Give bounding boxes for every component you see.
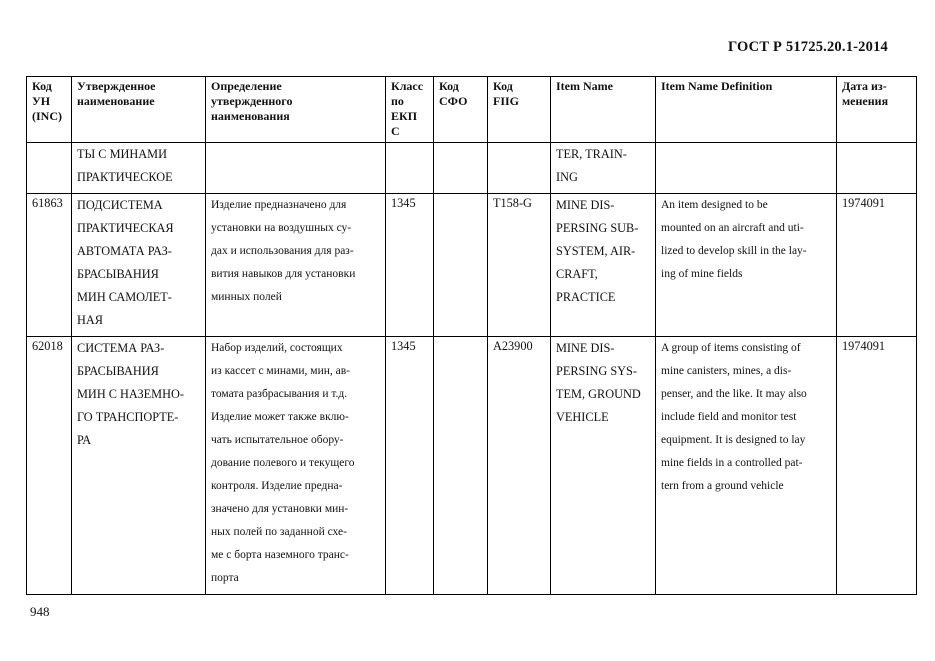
table-row (27, 337, 917, 595)
inc-cell: 62018 (32, 339, 63, 353)
text-line: установки на воздушных су- (211, 222, 352, 234)
header-text-line: С (391, 124, 400, 138)
header-text-line: Код (493, 79, 513, 93)
text-line: mounted on an aircraft and uti- (661, 222, 804, 234)
text-line: lized to develop skill in the lay- (661, 245, 807, 257)
inc-cell: 61863 (32, 196, 63, 210)
text-line: значено для установки мин- (211, 503, 349, 515)
header-text-line: Item Name Definition (661, 79, 773, 93)
text-line: чать испытательное обору- (211, 434, 344, 446)
header-text-line: Определение (211, 79, 282, 93)
text-line: Набор изделий, состоящих (211, 342, 343, 354)
text-line: SYSTEM, AIR- (556, 244, 636, 258)
text-line: An item designed to be (661, 199, 768, 211)
text-line: ing of mine fields (661, 268, 743, 280)
class-cell: 1345 (391, 339, 416, 353)
col-header-class (386, 77, 434, 143)
item-definition-cell (656, 337, 836, 498)
header-text-line: FIIG (493, 94, 520, 108)
text-line: дование полевого и текущего (211, 457, 355, 469)
header-text-line: УН (32, 94, 51, 108)
definition-cell (206, 337, 385, 590)
text-line: ТЫ С МИНАМИ (77, 147, 167, 161)
text-line: из кассет с минами, мин, ав- (211, 365, 350, 377)
text-line: A group of items consisting of (661, 342, 801, 354)
text-line: МИН С НАЗЕМНО- (77, 387, 184, 401)
text-line: Изделие может также вклю- (211, 411, 349, 423)
text-line: БРАСЫВАНИЯ (77, 267, 159, 281)
text-line: PERSING SUB- (556, 221, 639, 235)
col-header-item-name-definition (656, 77, 837, 143)
header-text-line: СФО (439, 94, 468, 108)
text-line: томата разбрасывания и т.д. (211, 388, 348, 400)
text-line: CRAFT, (556, 267, 598, 281)
text-line: СИСТЕМА РАЗ- (77, 341, 165, 355)
col-header-fiig (488, 77, 551, 143)
table-row (27, 194, 917, 337)
header-text-line: по (391, 94, 404, 108)
header-text-line: наименование (77, 94, 155, 108)
text-line: РА (77, 433, 92, 447)
header-text-line: Код (439, 79, 459, 93)
col-header-approved-name (72, 77, 206, 143)
approved-name-cell (72, 337, 205, 452)
text-line: ГО ТРАНСПОРТЕ- (77, 410, 179, 424)
text-line: БРАСЫВАНИЯ (77, 364, 159, 378)
approved-name-cell (72, 194, 205, 332)
text-line: вития навыков для установки (211, 268, 356, 280)
text-line: PERSING SYS- (556, 364, 637, 378)
text-line: ных полей по заданной схе- (211, 526, 347, 538)
text-line: equipment. It is designed to lay (661, 434, 806, 446)
header-text-line: Item Name (556, 79, 613, 93)
page-number: 948 (30, 604, 50, 619)
header-text-line: Утвержденное (77, 79, 156, 93)
header-text-line: ЕКП (391, 109, 418, 123)
text-line: MINE DIS- (556, 341, 615, 355)
header-text-line: Класс (391, 79, 424, 93)
text-line: mine canisters, mines, a dis- (661, 365, 792, 377)
text-line: дах и использования для раз- (211, 245, 354, 257)
item-definition-cell (656, 194, 836, 286)
text-line: порта (211, 572, 239, 584)
text-line: include field and monitor test (661, 411, 797, 423)
approved-name-cell (72, 143, 205, 189)
definition-cell (206, 194, 385, 309)
table-header-row (27, 77, 917, 143)
sfo-cell (434, 337, 487, 339)
fiig-cell: A23900 (493, 339, 533, 353)
item-name-cell (551, 143, 655, 189)
text-line: АВТОМАТА РАЗ- (77, 244, 172, 258)
sfo-cell (434, 194, 487, 196)
col-header-definition (206, 77, 386, 143)
catalog-table (26, 76, 917, 595)
text-line: MINE DIS- (556, 198, 615, 212)
table-row (27, 143, 917, 194)
class-cell: 1345 (391, 196, 416, 210)
text-line: минных полей (211, 291, 282, 303)
text-line: ING (556, 170, 578, 184)
header-text-line: Дата из- (842, 79, 887, 93)
item-name-cell (551, 337, 655, 429)
col-header-sfo (434, 77, 488, 143)
text-line: ПОДСИСТЕМА (77, 198, 163, 212)
text-line: ПРАКТИЧЕСКАЯ (77, 221, 174, 235)
text-line: контроля. Изделие предна- (211, 480, 343, 492)
text-line: penser, and the like. It may also (661, 388, 807, 400)
header-text-line: Код (32, 79, 52, 93)
col-header-inc (27, 77, 72, 143)
text-line: TER, TRAIN- (556, 147, 627, 161)
text-line: ме с борта наземного транс- (211, 549, 349, 561)
date-cell: 1974091 (842, 339, 886, 353)
date-cell: 1974091 (842, 196, 886, 210)
document-code: ГОСТ Р 51725.20.1-2014 (727, 39, 888, 55)
text-line: mine fields in a controlled pat- (661, 457, 803, 469)
col-header-item-name (551, 77, 656, 143)
header-text-line: менения (842, 94, 889, 108)
text-line: ПРАКТИЧЕСКОЕ (77, 170, 173, 184)
text-line: МИН САМОЛЕТ- (77, 290, 172, 304)
text-line: tern from a ground vehicle (661, 480, 784, 492)
fiig-cell: T158-G (493, 196, 532, 210)
text-line: TEM, GROUND (556, 387, 641, 401)
col-header-change-date (837, 77, 917, 143)
text-line: НАЯ (77, 313, 103, 327)
text-line: Изделие предназначено для (211, 199, 347, 211)
header-text-line: утвержденного (211, 94, 293, 108)
text-line: PRACTICE (556, 290, 616, 304)
item-name-cell (551, 194, 655, 309)
text-line: VEHICLE (556, 410, 609, 424)
header-text-line: (INC) (32, 109, 62, 123)
header-text-line: наименования (211, 109, 290, 123)
